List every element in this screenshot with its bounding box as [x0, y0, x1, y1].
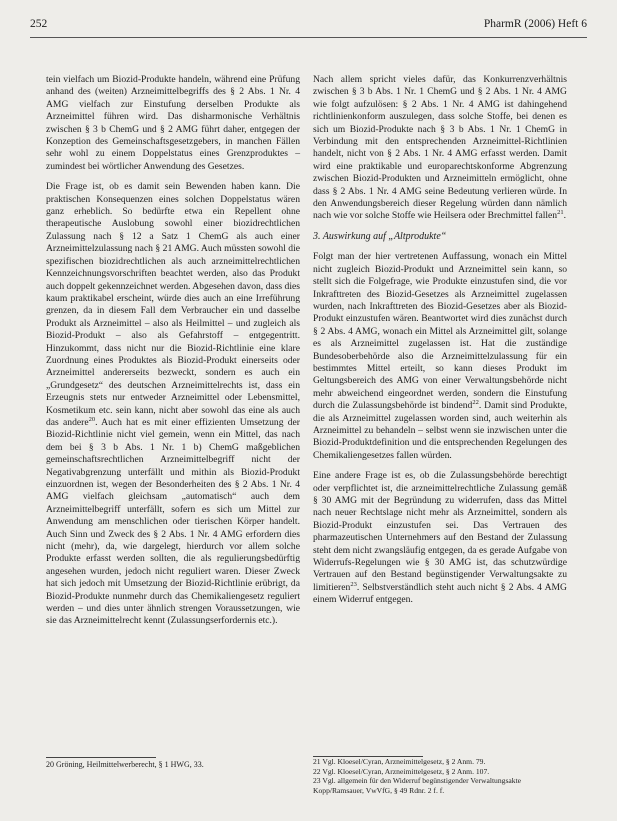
page-header — [30, 18, 587, 30]
page-number: 252 — [30, 18, 48, 30]
right-column — [313, 74, 567, 615]
footnote-22: 22 Vgl. Kloesel/Cyran, Arzneimittelgesetz, § 2 Anm. 107. — [313, 766, 490, 776]
footnotes-right — [313, 756, 567, 795]
header-rule — [30, 37, 587, 38]
paragraph: Folgt man der hier vertretenen Auffassung, wonach ein Mittel nicht zugleich Biozid-Produkt und Arzneimittel sein kann, so stellt sich die Folgefrage, wie Produkte einzustufen sind, die vor Inkrafttreten des Biozid-Gesetzes als Arzneimittel zugelassen wurden, nach Inkrafttreten des Biozid-Gesetzes aber als Biozid-Produkt einzustufen wären. Beantwortet wird dies zunächst durch § 2 Abs. 4 AMG, wonach ein Mittel als Arzneimittel gilt, solange es als Arzneimittel zugelassen ist. Hat die zuständige Bundesoberbehörde also die Arzneimittelzulassung für ein bestimmtes Mittel erteilt, so kann dieses Produkt im Geltungsbereich des AMG von einer Verwaltungsbehörde nicht mehr abweichend eingeordnet werden, sondern die Einstufung durch die Zulassungsbehörde ist bindend$^{22}$. Damit sind Produkte, die als Arzneimittel zugelassen worden sind, auch weiterhin als Arzneimittel zu behandeln – selbst wenn sie inzwischen unter die Biozid-Produktdefinition und die entsprechenden Regelungen des Chemikaliengesetzes fallen würden. — [313, 251, 567, 461]
footnote-20: 20 Gröning, Heilmittelwerberecht, § 1 HWG, 33. — [46, 760, 204, 769]
paragraph: Die Frage ist, ob es damit sein Bewenden haben kann. Die praktischen Konsequenzen eines solchen Doppelstatus wären ganz erheblich. So bedürfte etwa ein Repellent ohne therapeutische Auslobung sowohl einer biozidrechtlichen Zulassung nach § 12 a Satz 1 ChemG als auch einer Arzneimittelzulassung nach § 21 AMG. Auch müssten sowohl die spezifischen biozidrechtlichen als auch arzneimittelrechtlichen Kennzeichnungsvorschriften beachtet werden, also das Produkt auch doppelt gekennzeichnet werden. Abgesehen davon, dass dies kaum praktikabel erscheint, würde dies auch an eine Irreführung grenzen, da in diesem Fall dem Verbraucher ein und dasselbe Produkt als Arzneimittel – also als Heilmittel – und zugleich als Biozid-Produkt – also als Gefahrstoff – entgegentritt. Hinzukommt, dass nicht nur die Biozid-Richtlinie eine klare Zuordnung eines Produktes als Biozid-Produkt einerseits oder Arzneimittel andererseits bezweckt, sondern es auch ein „Grundgesetz“ des deutschen Arzneimittelrechts ist, dass ein Erzeugnis stets nur entweder Arzneimittel oder Lebensmittel, Kosmetikum etc. sein kann, nicht aber sowohl das eine als auch das andere$^{20}$. Auch hat es mit einer effizienten Umsetzung der Biozid-Richtlinie nicht viel gemein, wenn ein Mittel, das nach dem bei § 3 b Abs. 1 Nr. 1 b) ChemG maßgeblichen gemeinschaftsrechtlichen Arzneimittelbegriff nicht der Negativabgrenzung unterfällt und mithin als Biozid-Produkt einzuordnen ist, wegen der Besonderheiten des § 2 Abs. 1 Nr. 4 AMG vielfach gleichsam „automatisch“ auch dem Arzneimittelbegriff unterfällt, sofern es sich um Mittel zur Anwendung am menschlichen oder tierischen Körper handelt. Auch Sinn und Zweck des § 2 Abs. 1 Nr. 4 AMG erfordern dies nicht (mehr), da, wie dargelegt, hierdurch vor allem solche Produkte erfasst werden sollten, die als regulierungsbedürftig angesehen wurden, jedoch nicht reguliert waren. Dieser Zweck hat sich jedoch mit Umsetzung der Biozid-Richtlinie erübrigt, da Biozid-Produkte nunmehr durch das Chemikaliengesetz reguliert werden – und dies unter ähnlich strengen Voraussetzungen, wie sie das Arzneimittelrecht kennt (Zulassungserfordernis etc.). — [46, 181, 300, 627]
paragraph: tein vielfach um Biozid-Produkte handeln, während eine Prüfung anhand des (weiten) Arzneimittelbegriffs des § 2 Abs. 1 Nr. 4 AMG vielfach zur Einstufung derselben Produkte als Arzneimittel führen wird. Das disharmonische Verhältnis zwischen § 3 b ChemG und § 2 AMG führt daher, entgegen der Konzeption des Gemeinschaftsgesetzgebers, in manchen Fällen sehr wohl zu einem Doppelstatus eines Grenzproduktes – zumindest bei wörtlicher Anwendung des Gesetzes. — [46, 74, 300, 172]
footnote-ref: 21 — [557, 209, 564, 217]
footnote-23: 23 Vgl. allgemein für den Widerruf begünstigender Verwaltungsakte Kopp/Ramsauer, VwVfG, § 49 Rdnr. 2 f. f. — [313, 776, 522, 795]
footnote-ref: 20 — [88, 415, 96, 423]
journal-title: PharmR (2006) Heft 6 — [483, 18, 587, 30]
left-column — [46, 74, 300, 636]
footnotes-left — [46, 757, 300, 770]
footnote-ref: 23 — [350, 580, 357, 588]
footnote-rule — [46, 757, 156, 758]
section-heading: 3. Auswirkung auf „Altprodukte“ — [313, 230, 447, 242]
footnote-ref: 22 — [472, 398, 479, 406]
footnote-21: 21 Vgl. Kloesel/Cyran, Arzneimittelgesetz, § 2 Anm. 79. — [313, 757, 486, 766]
paragraph: Eine andere Frage ist es, ob die Zulassungsbehörde berechtigt oder verpflichtet ist, die arzneimittelrechtliche Zulassung gemäß § 30 AMG mit der Begründung zu widerrufen, dass das Mittel nach neuer Rechtslage nicht mehr als Arzneimittel, sondern als Biozid-Produkt einzustufen sei. Das Vertrauen des pharmazeutischen Unternehmers auf den Bestand der Zulassung steht dem nicht zwangsläufig entgegen, da es gerade Aufgabe von Widerrufs-Regelungen wie § 30 AMG ist, das schutzwürdige Vertrauen auf den Bestand begünstigender Verwaltungsakte zu limitieren$^{23}$. Selbstverständlich steht auch nicht § 2 Abs. 4 AMG einem Widerruf entgegen. — [313, 470, 567, 606]
paragraph: Nach allem spricht vieles dafür, das Konkurrenzverhältnis zwischen § 3 b Abs. 1 Nr. 1 ChemG und § 2 Abs. 1 Nr. 4 AMG wie folgt aufzulösen: § 2 Abs. 1 Nr. 4 AMG ist dahingehend richtlinienkonform auszulegen, dass solche Stoffe, bei denen es sich um Biozid-Produkte nach § 3 b Abs. 1 Nr. 1 ChemG in Verbindung mit den entsprechenden Arzneimittel-Richtlinien handelt, nicht von § 2 Abs. 1 Nr. 4 AMG erfasst werden. Damit wird eine praktikable und europarechtskonforme Abgrenzung zwischen Biozid-Produkten und Arzneimitteln ermöglicht, ohne dass § 2 Abs. 1 Nr. 4 AMG seine Bedeutung verlieren würde. In den Anwendungsbereich dieser Regelung würden dann nämlich nach wie vor solche Stoffe wie Heilsera oder Brechmittel fallen$^{21}$. — [313, 74, 567, 222]
